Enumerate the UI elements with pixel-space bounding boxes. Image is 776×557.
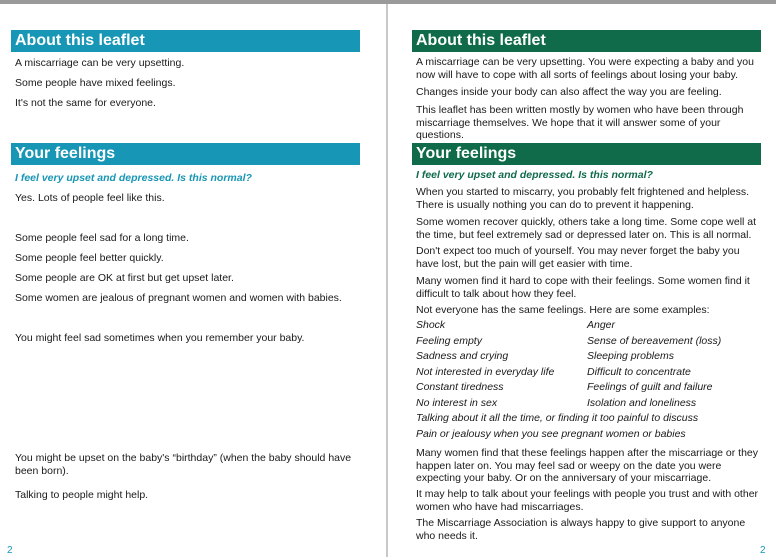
body-paragraph: It may help to talk about your feelings with people you trust and with other women who have had miscarriages. [416, 488, 759, 513]
feeling-item: Difficult to concentrate [587, 366, 691, 378]
feeling-item: Sleeping problems [587, 350, 674, 362]
about-heading: About this leaflet [11, 30, 360, 52]
body-line: Some people are OK at first but get upset later. [15, 272, 234, 284]
page-number: 2 [7, 545, 13, 556]
body-line: Talking to people might help. [15, 489, 149, 501]
feeling-item: No interest in sex [416, 397, 498, 409]
feeling-item: Sadness and crying [416, 350, 509, 362]
about-heading: About this leaflet [412, 30, 761, 52]
feeling-item: Anger [587, 319, 616, 331]
feeling-item: Shock [416, 319, 446, 331]
question: I feel very upset and depressed. Is this normal? [416, 169, 653, 181]
feeling-item: Constant tiredness [416, 381, 504, 393]
about-line: It's not the same for everyone. [15, 97, 156, 109]
body-paragraph: The Miscarriage Association is always happy to give support to anyone who needs it. [416, 517, 746, 542]
left-page [0, 4, 386, 557]
body-paragraph: Many women find that these feelings happen after the miscarriage or they happen later on. You may feel sad or weepy on the date you were expecting your baby. Or on the anniversary of your miscarriage. [416, 447, 759, 484]
body-line: Some people feel better quickly. [15, 252, 164, 264]
about-paragraph: Changes inside your body can also affect the way you are feeling. [416, 86, 722, 98]
right-page [388, 4, 776, 557]
feelings-heading: Your feelings [11, 143, 360, 165]
body-paragraph: Some women recover quickly, others take a long time. Some cope well at the time, but feel extremely sad or depressed later on. This is all normal. [416, 216, 757, 241]
body-line: You might be upset on the baby's “birthday” (when the baby should have been born). [15, 452, 352, 477]
body-line: Yes. Lots of people feel like this. [15, 192, 165, 204]
about-line: A miscarriage can be very upsetting. [15, 57, 185, 69]
feeling-item: Pain or jealousy when you see pregnant women or babies [416, 428, 686, 440]
feeling-item: Not interested in everyday life [416, 366, 555, 378]
feeling-item: Talking about it all the time, or finding it too painful to discuss [416, 412, 699, 424]
about-line: Some people have mixed feelings. [15, 77, 176, 89]
body-line: Some people feel sad for a long time. [15, 232, 189, 244]
question: I feel very upset and depressed. Is this normal? [15, 172, 252, 184]
body-paragraph: When you started to miscarry, you probably felt frightened and helpless. There is usually nothing you can do to prevent it happening. [416, 186, 750, 211]
body-paragraph: Not everyone has the same feelings. Here are some examples: [416, 304, 710, 316]
body-paragraph: Don't expect too much of yourself. You may never forget the baby you have lost, but the pain will get easier with time. [416, 245, 740, 270]
about-paragraph: This leaflet has been written mostly by women who have been through miscarriage themselves. We hope that it will answer some of your questions. [416, 104, 744, 141]
page-number: 2 [760, 545, 766, 556]
feelings-heading: Your feelings [412, 143, 761, 165]
about-paragraph: A miscarriage can be very upsetting. You were expecting a baby and you now will have to cope with all sorts of feelings about losing your baby. [416, 56, 754, 81]
feeling-item: Isolation and loneliness [587, 397, 697, 409]
feeling-item: Sense of bereavement (loss) [587, 335, 722, 347]
feeling-item: Feelings of guilt and failure [587, 381, 713, 393]
body-line: You might feel sad sometimes when you remember your baby. [15, 332, 305, 344]
body-line: Some women are jealous of pregnant women and women with babies. [15, 292, 342, 304]
body-paragraph: Many women find it hard to cope with their feelings. Some women find it difficult to talk about how they feel. [416, 275, 750, 300]
feeling-item: Feeling empty [416, 335, 482, 347]
